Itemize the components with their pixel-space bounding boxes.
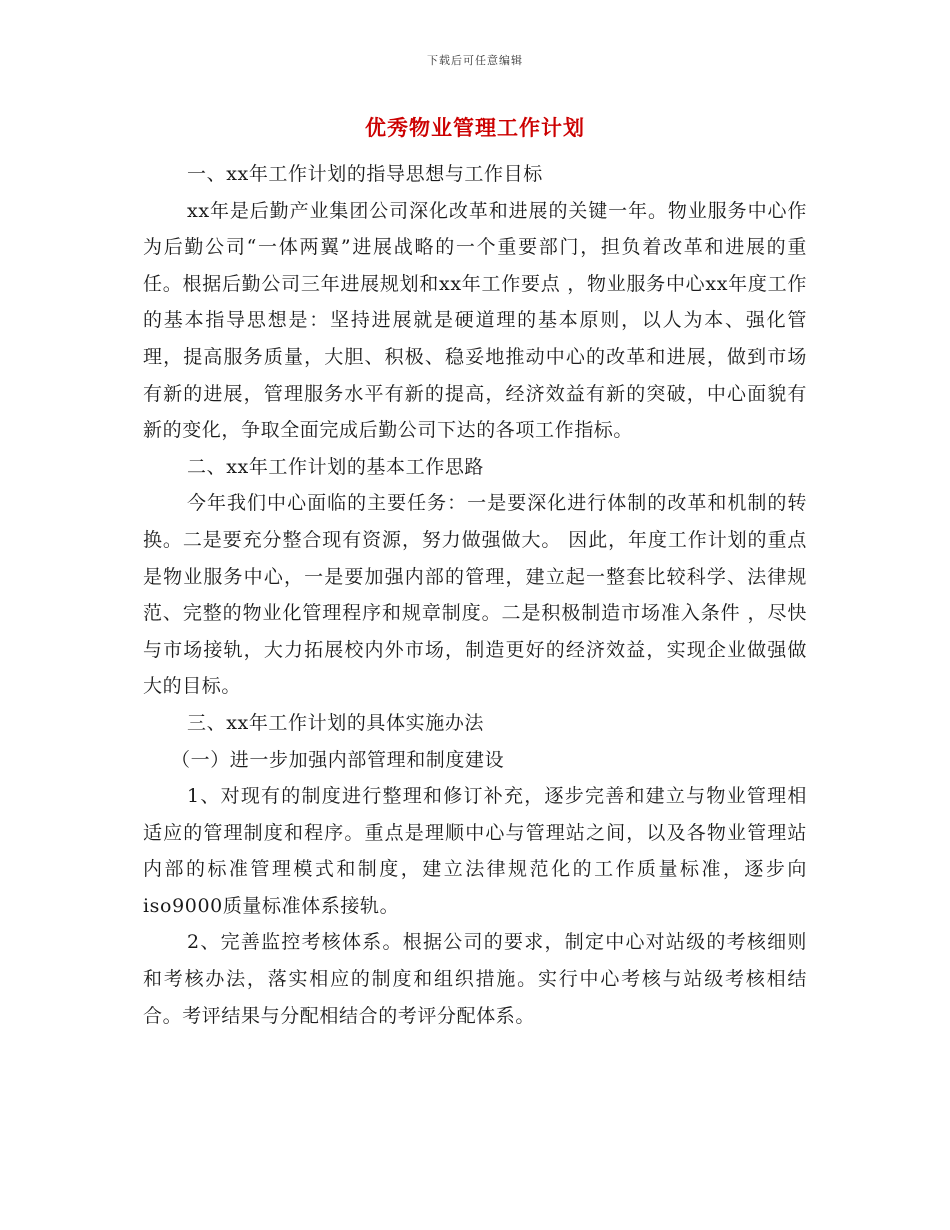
paragraph-work-approach: 今年我们中心面临的主要任务：一是要深化进行体制的改革和机制的转换。二是要充分整合现有资源，努力做强做大。 因此，年度工作计划的重点是物业服务中心，一是要加强内部的管理，建立起一整套比较科学、法律规范、完整的物业化管理程序和规章制度。二是积极制造市场准入条件 ，尽快与市场接轨，大力拓展校内外市场，制造更好的经济效益，实现企业做强做大的目标。 <box>143 492 807 698</box>
subsection-heading-1: （一）进一步加强内部管理和制度建设 <box>171 748 505 771</box>
paragraph-item-1: 1、对现有的制度进行整理和修订补充，逐步完善和建立与物业管理相适应的管理制度和程序。重点是理顺中心与管理站之间，以及各物业管理站内部的标准管理模式和制度，建立法律规范化的工作质量标准，逐步向iso9000质量标准体系接轨。 <box>143 785 807 917</box>
paragraph-item-2: 2、完善监控考核体系。根据公司的要求，制定中心对站级的考核细则和考核办法，落实相应的制度和组织措施。实行中心考核与站级考核相结合。考评结果与分配相结合的考评分配体系。 <box>143 931 807 1027</box>
page-header-note: 下载后可任意编辑 <box>427 54 523 67</box>
paragraph-guiding-ideology: xx年是后勤产业集团公司深化改革和进展的关键一年。物业服务中心作为后勤公司“一体两翼”进展战略的一个重要部门，担负着改革和进展的重任。根据后勤公司三年进展规划和xx年工作要点 ，物业服务中心xx年度工作的基本指导思想是：坚持进展就是硬道理的基本原则，以人为本、强化管理，提高服务质量，大胆、积极、稳妥地推动中心的改革和进展，做到市场有新的进展，管理服务水平有新的提高，经济效益有新的突破，中心面貌有新的变化，争取全面完成后勤公司下达的各项工作指标。 <box>143 199 807 442</box>
document-title: 优秀物业管理工作计划 <box>365 115 585 140</box>
section-heading-3: 三、xx年工作计划的具体实施办法 <box>187 711 485 734</box>
document-body <box>143 156 807 1034</box>
section-heading-1: 一、xx年工作计划的指导思想与工作目标 <box>187 163 543 185</box>
section-heading-2: 二、xx年工作计划的基本工作思路 <box>187 455 485 478</box>
